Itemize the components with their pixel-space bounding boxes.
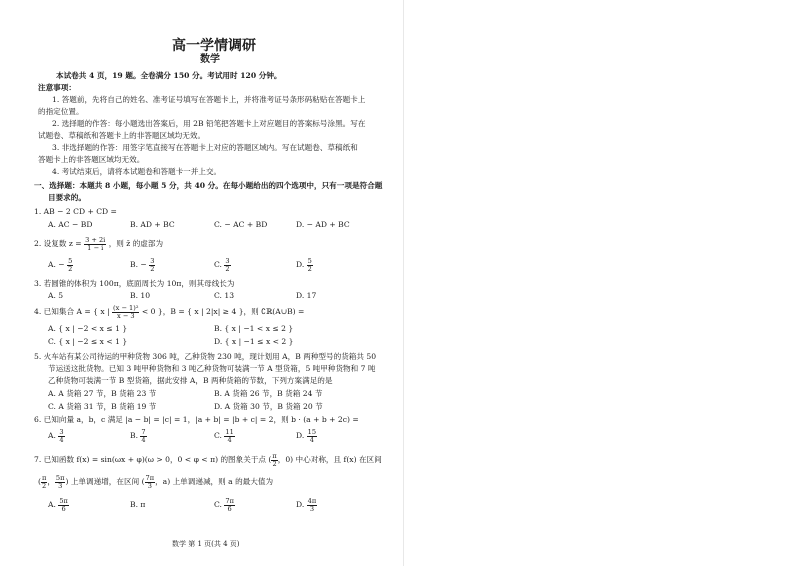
q5-option-b: B. A 货箱 26 节，B 货箱 24 节: [214, 389, 323, 398]
q2-c-num: 3: [225, 256, 230, 265]
q7-option-b: B. π: [130, 500, 146, 509]
q6-d-num: 15: [307, 427, 317, 436]
q6-c-label: C.: [214, 431, 222, 440]
q4-stem-post: < 0 }，B = { x | 2|x| ≥ 4 }，则 ∁ℝ(A∪B) =: [141, 307, 305, 316]
q2-option-d: [296, 257, 313, 273]
q7-option-c: [214, 497, 235, 513]
q7-p-num: π: [272, 451, 277, 460]
q7-d-den: 3: [309, 504, 315, 513]
q5-stem-line3: 乙种货物可装满一节 B 型货箱，据此安排 A，B 两种货箱的节数，下列方案满足的是: [48, 376, 333, 385]
q7-i3-frac: [145, 475, 156, 490]
q2-c-label: C.: [214, 260, 222, 269]
q2-a-num: 5: [68, 256, 73, 265]
q3-option-c: C. 13: [214, 291, 235, 300]
notice-line: 试题卷、草稿纸和答题卡上的非答题区域均无效。: [38, 131, 206, 140]
q7-i1-den: 2: [42, 481, 47, 490]
q2-b-label: B. −: [130, 260, 147, 269]
q4-stem-pre: 4. 已知集合 A = { x |: [34, 307, 110, 316]
q4-frac-den: x − 3: [116, 311, 135, 320]
q6-a-frac: [58, 429, 64, 444]
q6-a-num: 3: [59, 427, 64, 436]
section-heading: 一、选择题：本题共 8 小题，每小题 5 分，共 40 分。在每小题给出的四个选项中，只有一项是符合题: [34, 181, 383, 190]
q7-option-a: [48, 497, 69, 513]
q2-fraction: [84, 237, 106, 252]
q7-i3-num: 7π: [145, 473, 155, 482]
q2-option-b: [130, 257, 155, 273]
q7-a-den: 6: [61, 504, 66, 513]
q2-d-frac: [307, 258, 313, 273]
q7-stem-line2: [38, 474, 273, 490]
q7-a-label: A.: [48, 500, 56, 509]
q7-p-den: 2: [272, 459, 277, 468]
q4-fraction: [112, 305, 139, 320]
page-divider: [403, 0, 404, 566]
q2-c-frac: [224, 258, 230, 273]
q2-b-num: 3: [150, 256, 155, 265]
notice-heading: 注意事项：: [38, 83, 76, 92]
q7-a-num: 5π: [59, 496, 68, 505]
q2-stem-post: ，则 z̄ 的虚部为: [108, 239, 164, 248]
q2-option-a: [48, 257, 73, 273]
exam-info: 本试卷共 4 页，19 题。全卷满分 150 分。考试用时 120 分钟。: [56, 71, 282, 80]
q6-option-b: [130, 428, 147, 444]
q6-b-frac: [140, 429, 146, 444]
q7-i2-num: 5π: [55, 473, 65, 482]
q2-b-frac: [149, 258, 155, 273]
notice-line: 1. 答题前，先将自己的姓名、准考证号填写在答题卡上，并将准考证号条形码粘贴在答题卡上: [52, 95, 366, 104]
q3-option-d: D. 17: [296, 291, 317, 300]
section-heading-cont: 目要求的。: [48, 193, 86, 202]
exam-title: 高一学情调研: [172, 38, 256, 54]
q4-option-c: C. { x | −2 ≤ x < 1 }: [48, 337, 128, 346]
q2-option-c: [214, 257, 231, 273]
q6-c-den: 4: [227, 435, 232, 444]
q7-line1-post: ，0) 中心对称，且 f(x) 在区间: [277, 455, 382, 464]
notice-line: 4. 考试结束后，请将本试题卷和答题卡一并上交。: [52, 167, 222, 176]
q5-option-c: C. A 货箱 31 节，B 货箱 19 节: [48, 402, 157, 411]
q2-b-den: 2: [150, 264, 155, 273]
page-footer: 数学 第 1 页(共 4 页): [172, 540, 240, 548]
q4-frac-num: (x − 1)²: [113, 303, 139, 312]
q6-a-den: 4: [59, 435, 64, 444]
q7-i3-den: 3: [147, 481, 152, 490]
q6-a-label: A.: [48, 431, 56, 440]
q6-b-label: B.: [130, 431, 138, 440]
q4-option-d: D. { x | −1 ≤ x < 2 }: [214, 337, 294, 346]
q1-option-d: D. − AD + BC: [296, 220, 350, 229]
q7-option-d: [296, 497, 317, 513]
notice-line: 3. 非选择题的作答：用签字笔直接写在答题卡上对应的答题区域内。写在试题卷、草稿纸和: [52, 143, 358, 152]
q6-b-num: 7: [141, 427, 146, 436]
q7-i1-num: π: [41, 473, 47, 482]
q2-d-num: 5: [307, 256, 312, 265]
q4-option-a: A. { x | −2 < x ≤ 1 }: [48, 324, 128, 333]
q2-d-label: D.: [296, 260, 305, 269]
q5-option-d: D. A 货箱 30 节，B 货箱 20 节: [214, 402, 323, 411]
q2-a-den: 2: [68, 264, 73, 273]
q6-d-frac: [307, 429, 317, 444]
q7-a-frac: [58, 498, 69, 513]
q7-c-label: C.: [214, 500, 222, 509]
q7-line2-pre: (: [38, 477, 41, 486]
notice-line: 答题卡上的非答题区域均无效。: [38, 155, 145, 164]
notice-line: 2. 选择题的作答：每小题选出答案后，用 2B 铅笔把答题卡上对应题目的答案标号涂黑。写在: [52, 119, 366, 128]
q4-option-b: B. { x | −1 < x ≤ 2 }: [214, 324, 294, 333]
q7-line2-mid2: ) 上单调递增，在区间 (: [65, 477, 145, 486]
q6-d-label: D.: [296, 431, 305, 440]
exam-subject: 数学: [200, 54, 220, 65]
q1-option-c: C. − AC + BD: [214, 220, 268, 229]
q2-stem: [34, 236, 163, 252]
q7-d-num: 4π: [307, 496, 317, 505]
q2-frac-num: 3 + 2i: [85, 235, 106, 244]
q6-c-num: 11: [225, 427, 234, 436]
q6-stem: 6. 已知向量 a，b，c 满足 |a − b| = |c| = 1，|a + b| = |b + c| = 2，则 b · (a + b + 2c) =: [34, 415, 359, 424]
q5-stem-line2: 节运送这批货物。已知 3 吨甲种货物和 3 吨乙种货物可装满一节 A 型货箱，5 吨甲种货物和 7 吨: [48, 364, 376, 373]
q6-b-den: 4: [141, 435, 146, 444]
q5-stem-line1: 5. 火车站有某公司待运的甲种货物 306 吨，乙种货物 230 吨，现计划用 A，B 两种型号的货箱共 50: [34, 352, 377, 361]
q7-stem-line1: [34, 452, 382, 468]
q2-frac-den: 1 − i: [87, 243, 104, 252]
q2-a-label: A. −: [48, 260, 65, 269]
q3-option-a: A. 5: [48, 291, 64, 300]
q1-option-a: A. AC − BD: [48, 220, 93, 229]
q7-i2-den: 3: [58, 481, 63, 490]
q4-stem: [34, 304, 304, 320]
q2-c-den: 2: [225, 264, 230, 273]
notice-line: 的指定位置。: [38, 107, 84, 116]
q6-c-frac: [224, 429, 234, 444]
q6-option-c: [214, 428, 235, 444]
q6-option-a: [48, 428, 65, 444]
q7-c-num: 7π: [225, 496, 234, 505]
q7-line1-pre: 7. 已知函数 f(x) = sin(ωx + φ)(ω > 0，0 < φ < π) 的图象关于点 (: [34, 455, 272, 464]
q7-d-label: D.: [296, 500, 305, 509]
q3-stem: 3. 若圆锥的体积为 100π，底面周长为 10π，则其母线长为: [34, 279, 235, 288]
q1-stem: 1. AB − 2 CD + CD =: [34, 207, 117, 216]
q7-line2-post: ，a) 上单调递减，则 a 的最大值为: [155, 477, 274, 486]
q6-d-den: 4: [309, 435, 314, 444]
q2-stem-pre: 2. 设复数 z =: [34, 239, 82, 248]
q7-d-frac: [307, 498, 318, 513]
q3-option-b: B. 10: [130, 291, 151, 300]
q6-option-d: [296, 428, 317, 444]
q7-c-frac: [224, 498, 235, 513]
q7-c-den: 6: [227, 504, 232, 513]
q7-line2-mid1: ，: [47, 477, 55, 486]
q5-option-a: A. A 货箱 27 节，B 货箱 23 节: [48, 389, 157, 398]
q2-a-frac: [67, 258, 73, 273]
q1-option-b: B. AD + BC: [130, 220, 175, 229]
q7-i2-frac: [55, 475, 66, 490]
q2-d-den: 2: [307, 264, 312, 273]
